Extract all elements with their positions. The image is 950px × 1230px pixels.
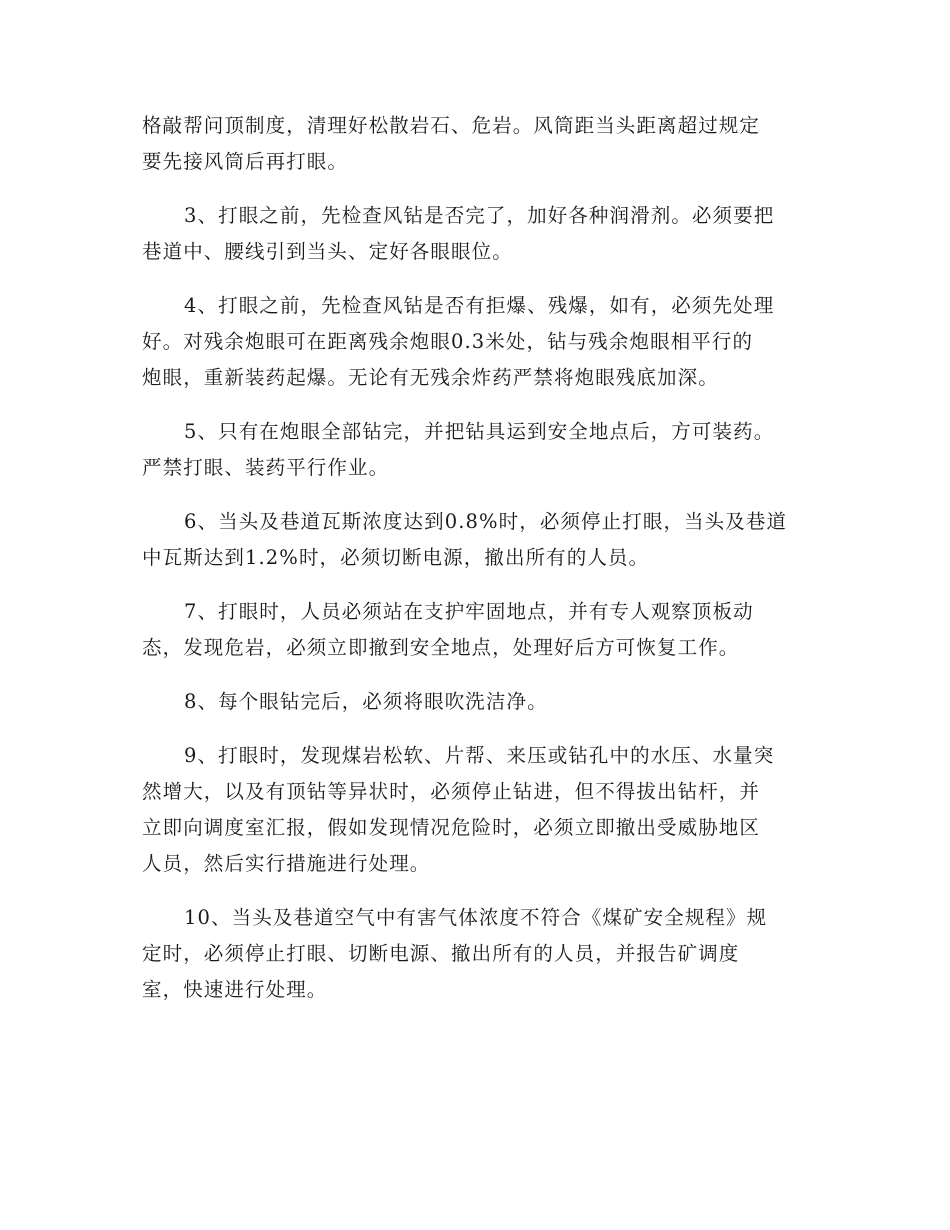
text-line: 室，快速进行处理。: [142, 978, 328, 1001]
text-line: 好。对残余炮眼可在距离残余炮眼0.3米处，钻与残余炮眼相平行的: [142, 330, 754, 353]
paragraph-item-7: [142, 594, 814, 666]
text-line: 6、当头及巷道瓦斯浓度达到0.8%时，必须停止打眼，当头及巷道: [184, 510, 788, 533]
text-line: 立即向调度室汇报，假如发现情况危险时，必须立即撤出受威胁地区: [142, 816, 761, 839]
text-line: 3、打眼之前，先检查风钻是否完了，加好各种润滑剂。必须要把: [184, 204, 775, 227]
text-line: 巷道中、腰线引到当头、定好各眼眼位。: [142, 240, 513, 263]
text-line: 9、打眼时，发现煤岩松软、片帮、来压或钻孔中的水压、水量突: [184, 744, 775, 767]
paragraph-item-6: [142, 504, 814, 576]
text-line: 4、打眼之前，先检查风钻是否有拒爆、残爆，如有，必须先处理: [184, 294, 775, 317]
paragraph-item-5: [142, 414, 814, 486]
paragraph-item-4: [142, 288, 814, 396]
paragraph-item-8: [142, 684, 814, 720]
text-line: 格敲帮问顶制度，清理好松散岩石、危岩。风筒距当头距离超过规定: [142, 114, 761, 137]
text-line: 5、只有在炮眼全部钻完，并把钻具运到安全地点后，方可装药。: [184, 420, 775, 443]
paragraph-item-10: [142, 900, 814, 1008]
text-line: 态，发现危岩，必须立即撤到安全地点，处理好后方可恢复工作。: [142, 636, 740, 659]
text-line: 然增大，以及有顶钻等异状时，必须停止钻进，但不得拔出钻杆，并: [142, 780, 761, 803]
text-line: 定时，必须停止打眼、切断电源、撤出所有的人员，并报告矿调度: [142, 942, 740, 965]
paragraph-item-3: [142, 198, 814, 270]
text-line: 炮眼，重新装药起爆。无论有无残余炸药严禁将炮眼残底加深。: [142, 366, 719, 389]
paragraph-continuation: [142, 108, 814, 180]
text-line: 中瓦斯达到1.2%时，必须切断电源，撤出所有的人员。: [142, 546, 650, 569]
text-line: 10、当头及巷道空气中有害气体浓度不符合《煤矿安全规程》规: [184, 906, 768, 929]
text-line: 严禁打眼、装药平行作业。: [142, 456, 390, 479]
text-line: 人员，然后实行措施进行处理。: [142, 852, 431, 875]
document-body: [142, 108, 814, 1026]
text-line: 7、打眼时，人员必须站在支护牢固地点，并有专人观察顶板动: [184, 600, 754, 623]
paragraph-item-9: [142, 738, 814, 882]
text-line: 8、每个眼钻完后，必须将眼吹洗洁净。: [184, 690, 548, 713]
text-line: 要先接风筒后再打眼。: [142, 150, 349, 173]
